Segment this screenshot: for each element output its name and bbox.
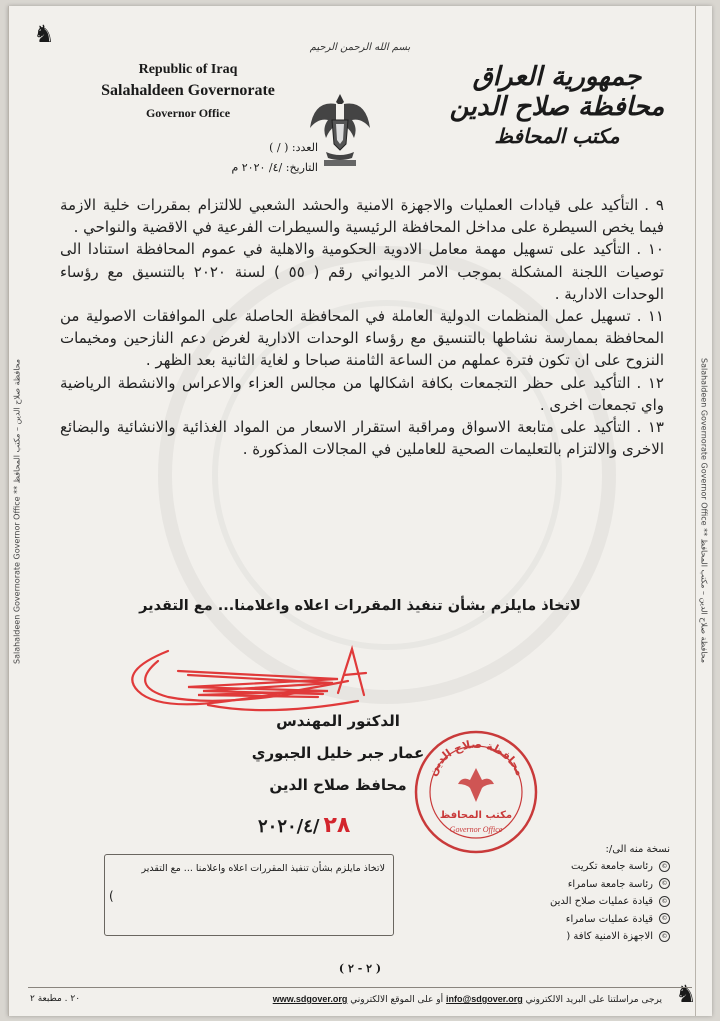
side-strip-right: Salahaldeen Governorate Governor Office ** محافظة صلاح الدين – مكتب المحافظ [695,6,712,1016]
signature-date-day: ٢٨ [323,813,351,838]
bullet-icon: © [659,896,670,907]
copy-note-paren: ) [109,889,114,903]
signature-date [258,813,350,838]
closing-line: لاتخاذ مايلزم بشأن تنفيذ المقررات اعلاه واعلامنا... مع التقدير [139,598,581,614]
office-name-ar: مكتب المحافظ [494,124,620,148]
bullet-icon: © [659,878,670,889]
header-arabic [442,62,672,150]
reference-number: العدد: ( / ) [269,141,318,154]
paragraph-item [60,238,664,305]
website-prefix: أو على الموقع الالكتروني [350,995,444,1005]
signatory-name: عمار جبر خليل الجبوري [251,744,425,762]
paragraph-text: التأكيد على تسهيل مهمة معامل الادوية الحكومية والاهلية في عموم المحافظة استنادا الى توصيات اللجنة المشكلة بموجب الامر الديواني رقم ( ٥٥ ) لسنة ٢٠٢٠ بالتنسيق مع رؤساء الوحدات الادارية . [60,240,664,303]
paragraph-number: ١٢ . [636,373,664,392]
list-item: ©رئاسة جامعة سامراء [470,876,670,894]
paragraph-number: ١١ . [636,307,664,326]
governorate-name-ar: محافظة صلاح الدين [449,92,665,122]
bullet-icon: © [659,913,670,924]
paragraph-item [60,305,664,372]
list-item: ©الاجهزة الامنية كافة ( [470,928,670,946]
reference-block [118,138,318,178]
list-item: ©قيادة عمليات صلاح الدين [470,893,670,911]
country-name-en: Republic of Iraq [138,62,238,77]
footer-contact [273,994,662,1005]
stamp-top-text: محافظة صلاح الدين [425,737,527,778]
paragraph-number: ٩ . [644,196,664,214]
document-page [8,6,712,1016]
contact-prefix: يرجى مراسلتنا على البريد الالكتروني [525,995,662,1005]
bullet-icon: © [659,861,670,872]
basmala: بسم الله الرحمن الرحيم [309,42,411,53]
copies-title: نسخة منه الى/: [605,844,670,855]
form-code: ٢٠ . مطبعة ٢ [30,994,81,1004]
list-item: ©رئاسة جامعة تكريت [470,858,670,876]
footer [28,987,692,1010]
paragraph-item [60,416,664,460]
signatory-position: محافظ صلاح الدين [269,776,407,794]
horse-logo-icon: ♞ [33,20,55,48]
copy-note-box [104,854,394,936]
email-link[interactable]: info@sdgover.org [445,994,523,1004]
paragraph-number: ١٠ . [636,240,664,259]
paragraph-number: ١٣ . [636,418,664,437]
paragraph-text: تسهيل عمل المنظمات الدولية العاملة في المحافظة الحاصلة على الموافقات الاصولية من المحافظة بممارسة نشاطها بالتنسيق مع رؤساء الوحدات الادارية لغرض دعم النازحين ومخيمات النزوح على ان تكون فترة عملهم من الساعة الثامنة صباحا و لغاية الثانية بعد الظهر . [60,307,664,370]
paragraph-text: التأكيد على متابعة الاسواق ومراقبة استقرار الاسعار من المواد الغذائية والانشائية والبضائع الاخرى والالتزام بالتعليمات الصحية للعاملين في المجالات المذكورة . [60,418,664,459]
paragraph-item [60,372,664,416]
header-english [78,62,298,121]
horse-logo-icon: ♞ [675,980,697,1008]
stamp-bottom-text: Governor Office [449,825,503,834]
side-strip-left: Salahaldeen Governorate Governor Office ** محافظة صلاح الدين – مكتب المحافظ [8,6,25,1016]
signature-date-prefix: ٢٠٢٠/٤/ [258,816,320,837]
signatory-title: الدكتور المهندس [276,712,400,730]
stamp-middle-text: مكتب المحافظ [439,810,513,821]
paragraph-text: التأكيد على قيادات العمليات والاجهزة الامنية والحشد الشعبي للالتزام بمقررات خلية الازمة فيما يخص السيطرة على مداخل المحافظة الرئيسية والسيطرات الفرعية في الاقضية والنواحي . [60,196,664,237]
website-link[interactable]: www.sdgover.org [272,994,348,1004]
letter-body [60,194,664,460]
country-name-ar: جمهورية العراق [472,62,642,92]
office-name-en: Governor Office [145,106,231,120]
governor-office-stamp-icon [412,728,540,856]
copy-note-text: لاتخاذ مايلزم بشأن تنفيذ المقررات اعلاه واعلامنا ... مع التقدير [141,863,385,874]
bullet-icon: © [659,931,670,942]
page-number: ( ٢ - ٢ ) [338,962,382,975]
list-item: ©قيادة عمليات سامراء [470,911,670,929]
reference-date: التاريخ: /٤/ ٢٠٢٠ م [231,161,318,174]
paragraph-item [60,194,664,238]
governorate-name-en: Salahaldeen Governorate [101,82,275,99]
copies-list [470,858,670,946]
paragraph-text: التأكيد على حظر التجمعات بكافة اشكالها من مجالس العزاء والاعراس والانشطة الرياضية واي تجمعات اخرى . [60,373,664,414]
